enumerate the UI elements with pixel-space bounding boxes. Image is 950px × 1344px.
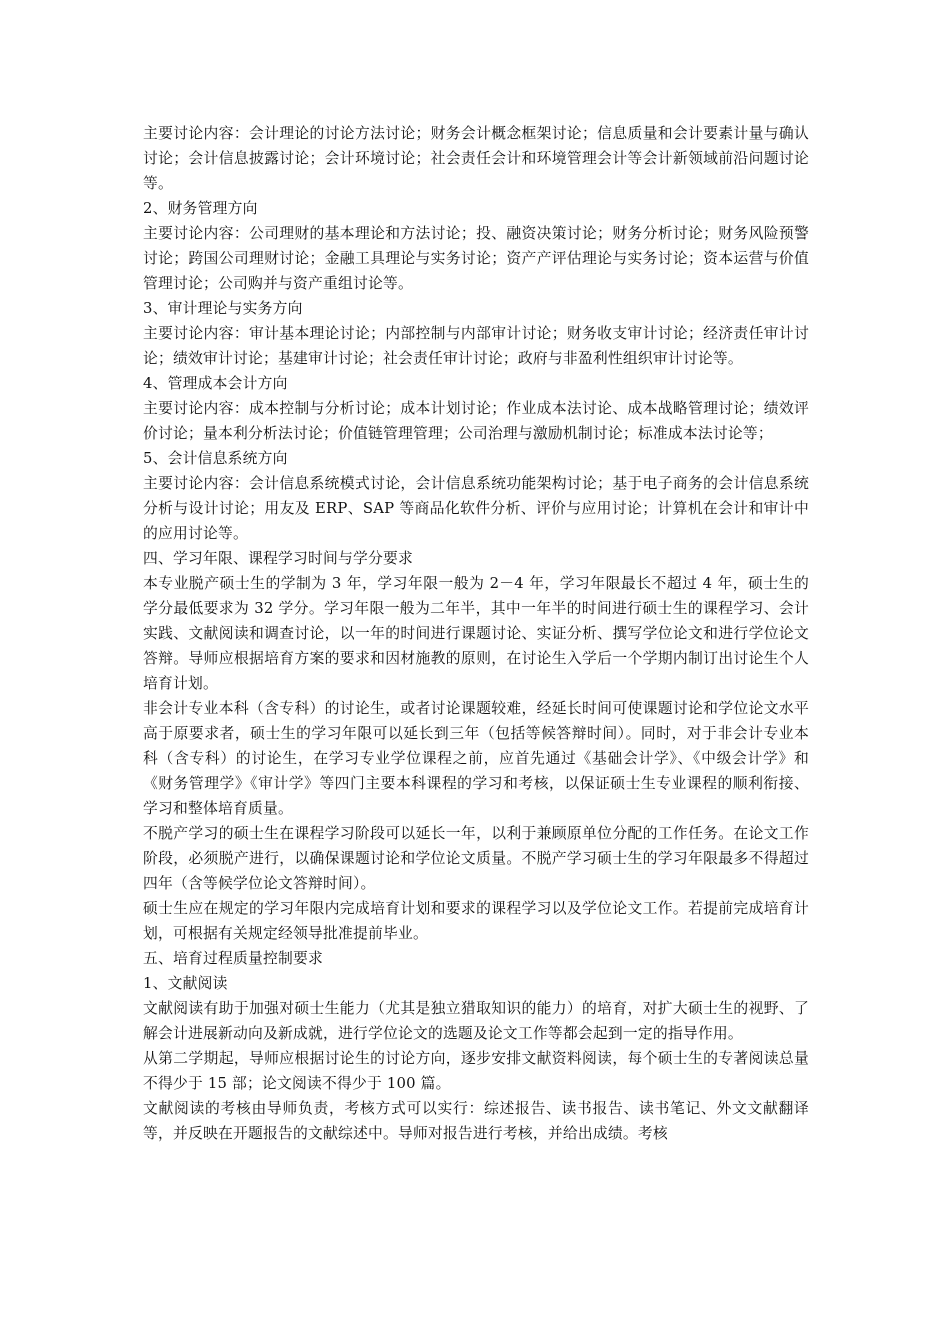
paragraph-study-duration-1: 本专业脱产硕士生的学制为 3 年，学习年限一般为 2－4 年，学习年限最长不超过 4 年，硕士生的学分最低要求为 32 学分。学习年限一般为二年半，其中一年半的时间进行硕士生的课程学习、会计实践、文献阅读和调查讨论，以一年的时间进行课题讨论、实证分析、撰写学位论文和进行学位论文答辩。导师应根据培育方案的要求和因材施教的原则，在讨论生入学后一个学期内制订出讨论生个人培育计划。: [143, 575, 809, 692]
section-heading-study-duration: 四、学习年限、课程学习时间与学分要求: [143, 550, 413, 567]
paragraph-information-systems-content: 主要讨论内容：会计信息系统模式讨论，会计信息系统功能架构讨论；基于电子商务的会计信息系统分析与设计讨论；用友及 ERP、SAP 等商品化软件分析、评价与应用讨论；计算机在会计和审计中的应用讨论等。: [143, 475, 809, 542]
heading-information-systems: 5、会计信息系统方向: [143, 450, 288, 467]
paragraph-literature-reading-3: 文献阅读的考核由导师负责，考核方式可以实行：综述报告、读书报告、读书笔记、外文文献翻译等，并反映在开题报告的文献综述中。导师对报告进行考核，并给出成绩。考核: [143, 1100, 809, 1142]
paragraph-cost-accounting-content: 主要讨论内容：成本控制与分析讨论；成本计划讨论；作业成本法讨论、成本战略管理讨论；绩效评价讨论；量本利分析法讨论；价值链管理管理；公司治理与激励机制讨论；标准成本法讨论等；: [143, 400, 809, 442]
heading-financial-management: 2、财务管理方向: [143, 200, 258, 217]
paragraph-literature-reading-1: 文献阅读有助于加强对硕士生能力（尤其是独立猎取知识的能力）的培育，对扩大硕士生的视野、了解会计进展新动向及新成就，进行学位论文的选题及论文工作等都会起到一定的指导作用。: [143, 1000, 809, 1042]
section-heading-quality-control: 五、培育过程质量控制要求: [143, 950, 323, 967]
paragraph-study-duration-2: 非会计专业本科（含专科）的讨论生，或者讨论课题较难，经延长时间可使课题讨论和学位论文水平高于原要求者，硕士生的学习年限可以延长到三年（包括等候答辩时间）。同时，对于非会计专业本科（含专科）的讨论生，在学习专业学位课程之前，应首先通过《基础会计学》、《中级会计学》和《财务管理学》《审计学》等四门主要本科课程的学习和考核，以保证硕士生专业课程的顺利衔接、学习和整体培育质量。: [143, 700, 809, 817]
paragraph-audit-content: 主要讨论内容：审计基本理论讨论；内部控制与内部审计讨论；财务收支审计讨论；经济责任审计讨论；绩效审计讨论；基建审计讨论；社会责任审计讨论；政府与非盈利性组织审计讨论等。: [143, 325, 809, 367]
paragraph-study-duration-4: 硕士生应在规定的学习年限内完成培育计划和要求的课程学习以及学位论文工作。若提前完成培育计划，可根据有关规定经领导批准提前毕业。: [143, 900, 809, 942]
paragraph-study-duration-3: 不脱产学习的硕士生在课程学习阶段可以延长一年，以利于兼顾原单位分配的工作任务。在论文工作阶段，必须脱产进行，以确保课题讨论和学位论文质量。不脱产学习硕士生的学习年限最多不得超过四年（含等候学位论文答辩时间）。: [143, 825, 809, 892]
heading-literature-reading: 1、文献阅读: [143, 975, 228, 992]
paragraph-financial-management-content: 主要讨论内容：公司理财的基本理论和方法讨论；投、融资决策讨论；财务分析讨论；财务风险预警讨论；跨国公司理财讨论；金融工具理论与实务讨论；资产产评估理论与实务讨论；资本运营与价值管理讨论；公司购并与资产重组讨论等。: [143, 225, 809, 292]
document-page: [143, 121, 809, 1146]
paragraph-literature-reading-2: 从第二学期起，导师应根据讨论生的讨论方向，逐步安排文献资料阅读，每个硕士生的专著阅读总量不得少于 15 部；论文阅读不得少于 100 篇。: [143, 1050, 809, 1092]
paragraph-accounting-theory-content: 主要讨论内容：会计理论的讨论方法讨论；财务会计概念框架讨论；信息质量和会计要素计量与确认讨论；会计信息披露讨论；会计环境讨论；社会责任会计和环境管理会计等会计新领域前沿问题讨论等。: [143, 125, 809, 192]
heading-audit: 3、审计理论与实务方向: [143, 300, 303, 317]
heading-cost-accounting: 4、管理成本会计方向: [143, 375, 288, 392]
